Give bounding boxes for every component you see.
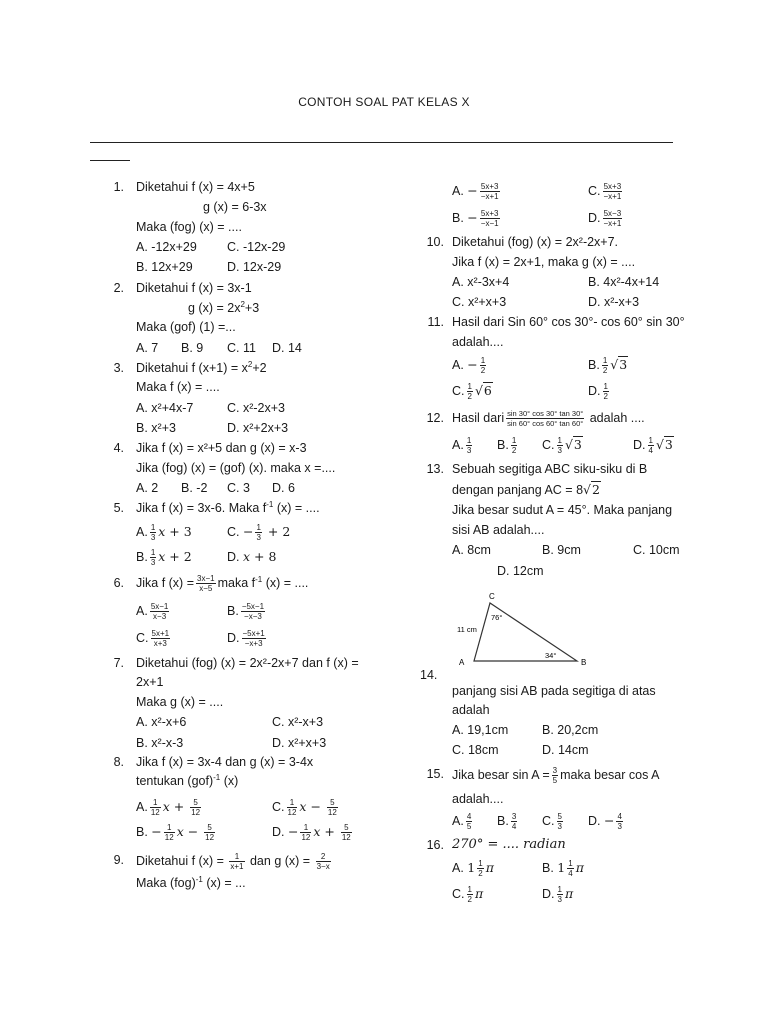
option-d: D. x²+2x+3 <box>227 421 289 435</box>
question-number: 10. <box>426 235 444 249</box>
option-c: C. x²-2x+3 <box>227 401 286 415</box>
option-d: D. $\frac{1}{3}$ π <box>542 885 574 905</box>
angle-c-label: 76° <box>491 613 503 622</box>
option-d: D. $\frac{1}{4}$ √3 <box>633 436 673 456</box>
question-number: 14. <box>420 668 438 682</box>
question-text: Sebuah segitiga ABC siku-siku di B <box>452 462 648 476</box>
option-b: B. 9cm <box>542 543 581 557</box>
option-a: A. $\frac{4}{5}$ <box>452 812 472 832</box>
option-c: C. $\frac{5x+3}{-x+1}$ <box>588 182 622 202</box>
option-c: C. 10cm <box>633 543 680 557</box>
question-text: adalah.... <box>452 792 504 806</box>
option-d: D. x²-x+3 <box>588 295 640 309</box>
question-text: adalah <box>452 703 490 717</box>
question-text: Diketahui f (x) = 4x+5 <box>136 180 255 194</box>
option-a: A. x²-x+6 <box>136 715 187 729</box>
title-rule <box>90 142 673 143</box>
question-text: dengan panjang AC = 8√2 <box>452 482 600 497</box>
question-number: 6. <box>113 576 124 590</box>
option-c: C. 11 <box>227 341 256 355</box>
option-d: D. 12cm <box>497 564 544 578</box>
question-text: Hasil dari Sin 60° cos 30°- cos 60° sin 30° <box>452 315 685 329</box>
question-text: 2x+1 <box>136 675 164 689</box>
question-number: 12. <box>426 411 444 425</box>
option-d: D. 12x-29 <box>227 260 282 274</box>
angle-b-label: 34° <box>545 651 557 660</box>
option-c: C. 3 <box>227 481 250 495</box>
option-a: A. $\frac{1}{3}$ x + 3 <box>136 523 192 543</box>
question-text: Diketahui (fog) (x) = 2x²-2x+7. <box>452 235 619 249</box>
question-text: Diketahui (fog) (x) = 2x²-2x+7 dan f (x) = <box>136 656 359 670</box>
question-text: Jika besar sin A = $\frac{3}{5}$ maka besar cos A <box>452 766 660 786</box>
question-text: Jika f (x) = $\frac{3x-1}{x-5}$ maka $f^{-1}$ (x) = .... <box>136 574 309 594</box>
option-b: B. $\frac{1}{2}$ √3 <box>588 356 628 376</box>
option-b: B. $\frac{-5x-1}{-x-3}$ <box>227 602 265 622</box>
question-text: Diketahui f (x) = 3x-1 <box>136 281 252 295</box>
question-text: Hasil dari $\frac{\sin 30^\circ \cos 30^\circ \tan 30^\circ}{\sin 60^\circ \cos 60^\circ \tan 60^\circ}$ adalah .... <box>452 409 645 429</box>
question-number: 15. <box>426 767 444 781</box>
option-a: A. 8cm <box>452 543 491 557</box>
option-b: B. $\frac{1}{3}$ x + 2 <box>136 548 192 568</box>
option-c: C. x²+x+3 <box>452 295 507 309</box>
option-b: B. − $\frac{5x+3}{-x-1}$ <box>452 209 499 229</box>
question-text: Maka (gof) (1) =... <box>136 320 236 334</box>
option-d: D. 6 <box>272 481 295 495</box>
question-text: Jika f (x) = 3x-4 dan g (x) = 3-4x <box>136 755 314 769</box>
option-a: A. -12x+29 <box>136 240 197 254</box>
question-number: 4. <box>113 441 124 455</box>
question-text: Maka (fog)$^{-1}$ (x) = ... <box>136 874 246 890</box>
option-a: A. x²+4x-7 <box>136 401 194 415</box>
question-text: g $(x) = 2x^2+3$ <box>188 299 260 315</box>
question-text: sisi AB adalah.... <box>452 523 545 537</box>
option-c: C. − $\frac{1}{3}$ + 2 <box>227 523 291 543</box>
option-b: B. 20,2cm <box>542 723 599 737</box>
option-c: C. $\frac{5}{3}$ <box>542 812 562 832</box>
option-d: D. 14cm <box>542 743 589 757</box>
vertex-b-label: B <box>581 658 587 667</box>
option-c: C. $\frac{1}{2}$ π <box>452 885 484 905</box>
option-c: C. x²-x+3 <box>272 715 324 729</box>
option-b: B. $\frac{1}{2}$ <box>497 436 517 456</box>
question-number: 16. <box>426 838 444 852</box>
question-number: 3. <box>113 361 124 375</box>
question-number: 7. <box>113 656 124 670</box>
question-text: 270° = .... radian <box>452 837 566 852</box>
option-a: A. $\frac{1}{3}$ <box>452 436 472 456</box>
option-c: C. $\frac{1}{3}$ √3 <box>542 436 582 456</box>
question-text: Jika (fog) (x) = (gof) (x). maka x =.... <box>136 461 336 475</box>
question-text: tentukan (gof)$^{-1}$ (x) <box>136 772 239 788</box>
option-d: D. x²+x+3 <box>272 736 327 750</box>
option-b: B. 4x²-4x+14 <box>588 275 660 289</box>
option-b: B. -2 <box>181 481 208 495</box>
option-d: D. − $\frac{4}{3}$ <box>588 812 622 832</box>
question-text: Jika f (x) = 2x+1, maka g (x) = .... <box>452 255 636 269</box>
option-d: D. − $\frac{1}{12}$ x + $\frac{5}{12}$ <box>272 823 351 843</box>
question-text: Maka f (x) = .... <box>136 380 220 394</box>
option-d: D. $\frac{-5x+1}{-x+3}$ <box>227 629 265 649</box>
question-text: Maka (fog) (x) = .... <box>136 220 242 234</box>
option-a: A. 7 <box>136 341 159 355</box>
question-number: 11. <box>427 315 444 329</box>
option-c: C. 18cm <box>452 743 499 757</box>
option-a: A. − $\frac{1}{2}$ <box>452 356 486 376</box>
page-title: CONTOH SOAL PAT KELAS X <box>298 95 470 109</box>
option-d: D. $\frac{5x-3}{-x+1}$ <box>588 209 622 229</box>
option-b: B. $\frac{3}{4}$ <box>497 812 517 832</box>
question-number: 2. <box>113 281 124 295</box>
option-b: B. 9 <box>181 341 204 355</box>
question-number: 1. <box>113 180 124 194</box>
question-text: panjang sisi AB pada segitiga di atas <box>452 684 656 698</box>
vertex-c-label: C <box>489 592 495 601</box>
question-text: Diketahui f $(x+1) = x^2+2$ <box>136 359 267 375</box>
question-text: Jika besar sudut A = 45°. Maka panjang <box>452 503 673 517</box>
option-c: C. -12x-29 <box>227 240 286 254</box>
option-c: C. $\frac{1}{12}$ x − $\frac{5}{12}$ <box>272 798 337 818</box>
option-a: A. x²-3x+4 <box>452 275 510 289</box>
question-text: Jika f (x) = x²+5 dan g (x) = x-3 <box>136 441 307 455</box>
option-a: A. 1 $\frac{1}{2}$ π <box>452 859 494 879</box>
option-b: B. 1 $\frac{1}{4}$ π <box>542 859 584 879</box>
question-text: adalah.... <box>452 335 504 349</box>
question-number: 9. <box>113 853 124 867</box>
option-a: A. $\frac{5x-1}{x-3}$ <box>136 602 169 622</box>
question-text: Maka g (x) = .... <box>136 695 224 709</box>
question-text: Jika f (x) = 3x-6. Maka $f^{-1}$ (x) = .... <box>136 499 320 515</box>
option-c: C. $\frac{1}{2}$ √6 <box>452 382 492 402</box>
triangle-diagram <box>450 585 600 670</box>
option-b: B. − $\frac{1}{12}$ x − $\frac{5}{12}$ <box>136 823 215 843</box>
option-d: D. x + 8 <box>227 549 277 564</box>
option-c: C. $\frac{5x+1}{x+3}$ <box>136 629 170 649</box>
option-b: B. x²-x-3 <box>136 736 184 750</box>
question-number: 13. <box>426 462 444 476</box>
option-d: D. 14 <box>272 341 302 355</box>
title-rule-continuation <box>90 160 130 161</box>
option-a: A. 2 <box>136 481 159 495</box>
question-number: 8. <box>113 755 124 769</box>
option-b: B. 12x+29 <box>136 260 193 274</box>
option-a: A. $\frac{1}{12}$ x + $\frac{5}{12}$ <box>136 798 201 818</box>
option-a: A. − $\frac{5x+3}{-x+1}$ <box>452 182 499 202</box>
question-number: 5. <box>113 501 124 515</box>
option-a: A. 19,1cm <box>452 723 509 737</box>
side-length-label: 11 cm <box>457 625 477 634</box>
vertex-a-label: A <box>459 658 465 667</box>
option-b: B. x²+3 <box>136 421 176 435</box>
question-text: Diketahui f (x) = $\frac{1}{x+1}$ dan g (x) = $\frac{2}{3-x}$ <box>136 852 330 872</box>
question-text: g (x) = 6-3x <box>203 200 267 214</box>
option-d: D. $\frac{1}{2}$ <box>588 382 608 402</box>
